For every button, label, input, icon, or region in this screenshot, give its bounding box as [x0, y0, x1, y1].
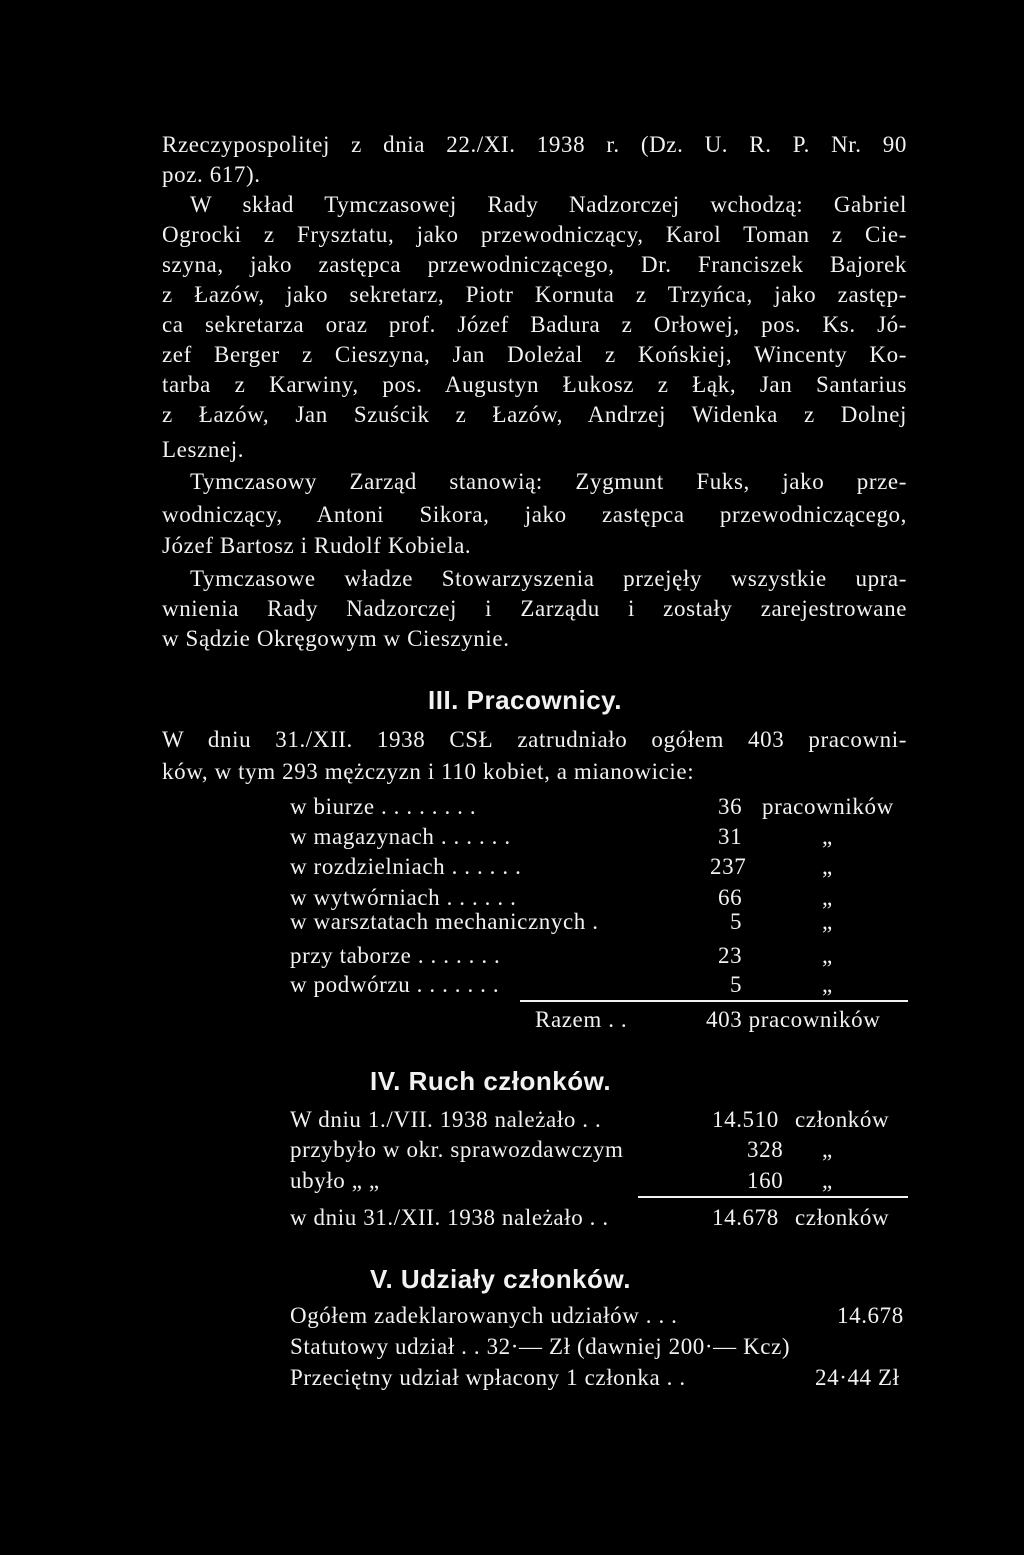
employee-row-label: w rozdzielniach . . . . . .	[290, 854, 522, 879]
employee-row-unit: „	[822, 972, 833, 997]
text-line: wnienia Rady Nadzorczej i Zarządu i zostały zarejestrowane	[162, 596, 907, 621]
member-row-value: 14.678	[712, 1205, 779, 1230]
employee-row-value: 23	[718, 943, 743, 968]
member-row-label: przybyło w okr. sprawozdawczym	[290, 1137, 624, 1162]
text-line: ca sekretarza oraz prof. Józef Badura z Orłowej, pos. Ks. Jó-	[162, 312, 907, 337]
member-row-label: ubyło „ „	[290, 1168, 380, 1193]
text-line: z Łazów, jako sekretarz, Piotr Kornuta z Trzyńca, jako zastęp-	[162, 282, 907, 307]
member-row-value: 14.510	[712, 1107, 779, 1132]
text-line: poz. 617).	[162, 162, 261, 187]
member-row-label: w dniu 31./XII. 1938 należało . .	[290, 1205, 609, 1230]
employee-row-unit: „	[822, 854, 833, 879]
member-row-unit: „	[822, 1168, 833, 1193]
text-line: tarba z Karwiny, pos. Augustyn Łukosz z Łąk, Jan Santarius	[162, 372, 907, 397]
text-line: ków, w tym 293 mężczyzn i 110 kobiet, a mianowicie:	[162, 759, 695, 784]
text-line: W dniu 31./XII. 1938 CSŁ zatrudniało ogółem 403 pracowni-	[162, 727, 907, 752]
text-line: z Łazów, Jan Szuścik z Łazów, Andrzej Widenka z Dolnej	[162, 402, 907, 427]
employee-row-unit: pracowników	[762, 794, 894, 819]
section-heading: III. Pracownicy.	[428, 685, 622, 715]
text-line: W skład Tymczasowej Rady Nadzorczej wchodzą: Gabriel	[190, 192, 907, 217]
section-heading: V. Udziały członków.	[370, 1264, 631, 1294]
sum-rule	[638, 1196, 908, 1198]
member-row-label: W dniu 1./VII. 1938 należało . .	[290, 1107, 602, 1132]
text-line: szyna, jako zastępca przewodniczącego, Dr. Franciszek Bajorek	[162, 252, 907, 277]
member-row-value: 160	[747, 1168, 784, 1193]
share-row-value: 14.678	[837, 1303, 904, 1328]
employee-row-label: w magazynach . . . . . .	[290, 824, 511, 849]
employee-row-value: 66	[718, 885, 743, 910]
employee-row-label: w podwórzu . . . . . . .	[290, 972, 500, 997]
text-line: Józef Bartosz i Rudolf Kobiela.	[162, 533, 472, 558]
employee-row-label: przy taborze . . . . . . .	[290, 943, 501, 968]
share-row-value: 24·44 Zł	[815, 1365, 900, 1390]
sum-rule	[520, 1000, 908, 1002]
employee-row-value: 5	[730, 972, 743, 997]
employee-row-value: 237	[710, 854, 747, 879]
employee-row-unit: „	[822, 885, 833, 910]
employee-row-value: 36	[718, 794, 743, 819]
employee-row-label: w wytwórniach . . . . . .	[290, 885, 517, 910]
text-line: w Sądzie Okręgowym w Cieszynie.	[162, 626, 510, 651]
member-row-unit: członków	[795, 1205, 890, 1230]
text-line: Ogrocki z Frysztatu, jako przewodniczący, Karol Toman z Cie-	[162, 222, 907, 247]
employee-row-unit: „	[822, 909, 833, 934]
employee-row-label: w biurze . . . . . . . .	[290, 794, 477, 819]
employee-row-unit: „	[822, 943, 833, 968]
employee-row-value: 5	[730, 909, 743, 934]
member-row-unit: członków	[795, 1107, 890, 1132]
share-row-label: Przeciętny udział wpłacony 1 członka . .	[290, 1365, 686, 1390]
share-row-label: Statutowy udział . . 32·— Zł (dawniej 200·— Kcz)	[290, 1334, 791, 1359]
member-row-value: 328	[747, 1137, 784, 1162]
employee-row-value: 31	[718, 824, 743, 849]
employee-row-unit: „	[822, 824, 833, 849]
text-line: Lesznej.	[162, 437, 245, 462]
share-row-label: Ogółem zadeklarowanych udziałów . . .	[290, 1303, 678, 1328]
section-heading: IV. Ruch członków.	[370, 1066, 612, 1096]
employee-row-label: w warsztatach mechanicznych .	[290, 909, 599, 934]
text-line: Tymczasowe władze Stowarzyszenia przejęły wszystkie upra-	[190, 566, 907, 591]
text-line: Rzeczypospolitej z dnia 22./XI. 1938 r. (Dz. U. R. P. Nr. 90	[162, 132, 907, 157]
total-value: 403 pracowników	[706, 1007, 881, 1032]
text-line: wodniczący, Antoni Sikora, jako zastępca przewodniczącego,	[162, 502, 907, 527]
member-row-unit: „	[822, 1137, 833, 1162]
text-line: Tymczasowy Zarząd stanowią: Zygmunt Fuks, jako prze-	[190, 469, 907, 494]
text-line: zef Berger z Cieszyna, Jan Doleżal z Końskiej, Wincenty Ko-	[162, 342, 907, 367]
total-label: Razem . .	[535, 1007, 628, 1032]
